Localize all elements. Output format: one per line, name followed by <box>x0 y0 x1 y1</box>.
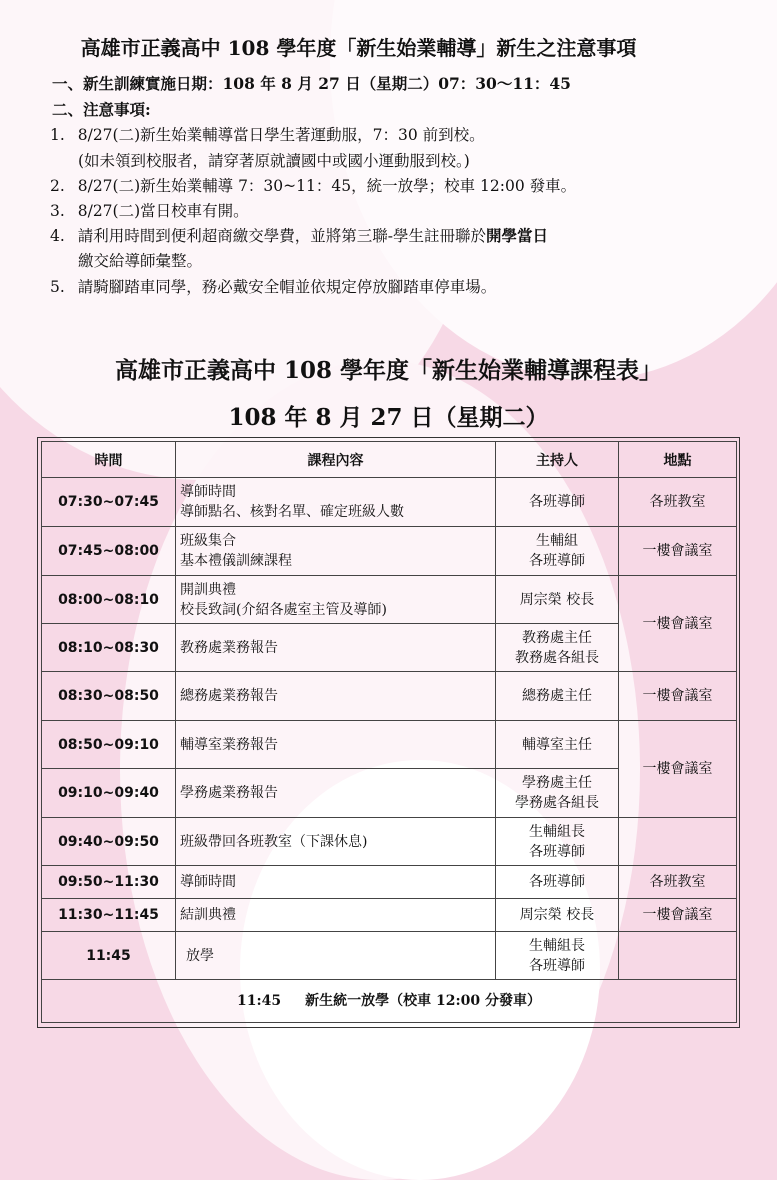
row-time: 08:50~09:10 <box>42 721 176 769</box>
content-line: 班級集合 <box>180 533 236 549</box>
row-content <box>176 769 496 818</box>
row-host <box>496 818 619 866</box>
table-row <box>42 899 737 932</box>
row-content <box>176 478 496 527</box>
notice-item <box>50 123 485 145</box>
table-row <box>42 866 737 899</box>
footer-cell <box>42 980 737 1023</box>
row-host <box>496 866 619 899</box>
row-time: 09:50~11:30 <box>42 866 176 899</box>
table-row <box>42 672 737 721</box>
notice-item <box>50 199 249 221</box>
row-host <box>496 932 619 980</box>
notice-item <box>50 224 548 246</box>
notice-section-2: 二、注意事項: <box>52 100 151 119</box>
row-host <box>496 672 619 721</box>
table-row <box>42 818 737 866</box>
content-line: 班級帶回各班教室（下課休息) <box>180 833 368 850</box>
row-host <box>496 899 619 932</box>
table-row <box>42 721 737 769</box>
host-line: 學務處主任 <box>522 775 592 791</box>
content-line: 教務處業務報告 <box>180 639 278 656</box>
row-place: 各班教室 <box>619 866 737 899</box>
item-text: 8/27(二)當日校車有開。 <box>77 202 249 220</box>
row-place <box>619 818 737 866</box>
schedule-table <box>41 441 737 1023</box>
row-content <box>176 527 496 576</box>
content-line: 放學 <box>186 947 214 964</box>
content-line: 開訓典禮 <box>180 581 236 598</box>
row-time: 08:10~08:30 <box>42 624 176 672</box>
row-place: 各班教室 <box>619 478 737 527</box>
host-line: 周宗榮 校長 <box>519 907 595 923</box>
host-line: 學務處各組長 <box>515 795 599 811</box>
schedule-table-frame <box>37 437 740 1028</box>
content-line: 基本禮儀訓練課程 <box>180 553 292 569</box>
row-time: 09:40~09:50 <box>42 818 176 866</box>
content-line: 導師時間 <box>180 874 236 890</box>
schedule-date: 108 年 8 月 27 日（星期二） <box>228 404 549 431</box>
row-place: 一樓會議室 <box>619 527 737 576</box>
row-time: 08:30~08:50 <box>42 672 176 721</box>
host-line: 生輔組 <box>536 533 578 549</box>
host-line: 總務處主任 <box>522 688 592 704</box>
table-row <box>42 576 737 624</box>
row-content <box>176 932 496 980</box>
row-time: 07:45~08:00 <box>42 527 176 576</box>
row-host <box>496 527 619 576</box>
row-content <box>176 721 496 769</box>
table-footer-row <box>42 980 737 1023</box>
item-text: 8/27(二)新生始業輔導 7：30~11：45，統一放學；校車 12:00 發車。 <box>77 177 577 195</box>
row-content <box>176 818 496 866</box>
host-line: 教務處各組長 <box>515 649 599 666</box>
row-content <box>176 576 496 624</box>
host-line: 各班導師 <box>529 843 585 860</box>
row-time: 11:30~11:45 <box>42 899 176 932</box>
host-line: 各班導師 <box>529 957 585 974</box>
header-time: 時間 <box>42 442 176 478</box>
row-host <box>496 624 619 672</box>
row-host <box>496 576 619 624</box>
item-number: 5. <box>50 278 65 296</box>
footer-time: 11:45 <box>236 993 282 1009</box>
host-line: 各班導師 <box>529 874 585 890</box>
host-line: 周宗榮 校長 <box>519 591 595 608</box>
notice-item-continued: (如未領到校服者，請穿著原就讀國中或國小運動服到校。) <box>78 152 470 170</box>
host-line: 生輔組長 <box>529 937 585 954</box>
header-host: 主持人 <box>496 442 619 478</box>
schedule-title: 高雄市正義高中 108 學年度「新生始業輔導課程表」 <box>114 357 663 384</box>
content-line: 輔導室業務報告 <box>180 736 278 753</box>
row-time: 07:30~07:45 <box>42 478 176 527</box>
item-number: 2. <box>50 177 65 195</box>
host-line: 教務處主任 <box>522 629 592 646</box>
item-text: 8/27(二)新生始業輔導當日學生著運動服，7：30 前到校。 <box>77 126 485 144</box>
notice-title: 高雄市正義高中 108 學年度「新生始業輔導」新生之注意事項 <box>80 36 637 60</box>
row-place <box>619 932 737 980</box>
content-line: 總務處業務報告 <box>180 688 278 704</box>
row-content <box>176 899 496 932</box>
table-row <box>42 932 737 980</box>
row-place: 一樓會議室 <box>619 672 737 721</box>
row-content <box>176 672 496 721</box>
row-host <box>496 478 619 527</box>
item-text-bold: 開學當日 <box>485 226 548 245</box>
item-number: 4. <box>50 227 65 245</box>
content-line: 校長致詞(介紹各處室主管及導師) <box>180 601 387 618</box>
host-line: 各班導師 <box>529 553 585 569</box>
host-line: 生輔組長 <box>529 823 585 840</box>
row-time: 08:00~08:10 <box>42 576 176 624</box>
row-host <box>496 769 619 818</box>
row-place: 一樓會議室 <box>619 721 737 818</box>
host-line: 各班導師 <box>529 494 585 510</box>
item-number: 1. <box>50 126 65 144</box>
table-row <box>42 478 737 527</box>
content-line: 結訓典禮 <box>180 907 236 923</box>
item-text: 請騎腳踏車同學，務必戴安全帽並依規定停放腳踏車停車場。 <box>77 278 497 296</box>
row-host <box>496 721 619 769</box>
item-number: 3. <box>50 202 65 220</box>
notice-section-1: 一、新生訓練實施日期：108 年 8 月 27 日（星期二）07：30～11：45 <box>52 74 571 93</box>
notice-item <box>50 275 496 297</box>
notice-item <box>50 174 576 196</box>
footer-text: 新生統一放學（校車 12:00 分發車） <box>305 993 542 1009</box>
header-content: 課程內容 <box>176 442 496 478</box>
host-line: 輔導室主任 <box>522 736 592 753</box>
table-row <box>42 527 737 576</box>
row-content <box>176 866 496 899</box>
row-content <box>176 624 496 672</box>
item-text: 請利用時間到便利超商繳交學費，並將第三聯-學生註冊聯於 <box>77 227 486 245</box>
content-line: 導師點名、核對名單、確定班級人數 <box>180 504 404 520</box>
row-time: 09:10~09:40 <box>42 769 176 818</box>
row-place: 一樓會議室 <box>619 899 737 932</box>
table-header-row <box>42 442 737 478</box>
row-place: 一樓會議室 <box>619 576 737 672</box>
notice-item-continued: 繳交給導師彙整。 <box>78 252 203 270</box>
header-place: 地點 <box>619 442 737 478</box>
row-time: 11:45 <box>42 932 176 980</box>
content-line: 導師時間 <box>180 484 236 500</box>
content-line: 學務處業務報告 <box>180 785 278 801</box>
